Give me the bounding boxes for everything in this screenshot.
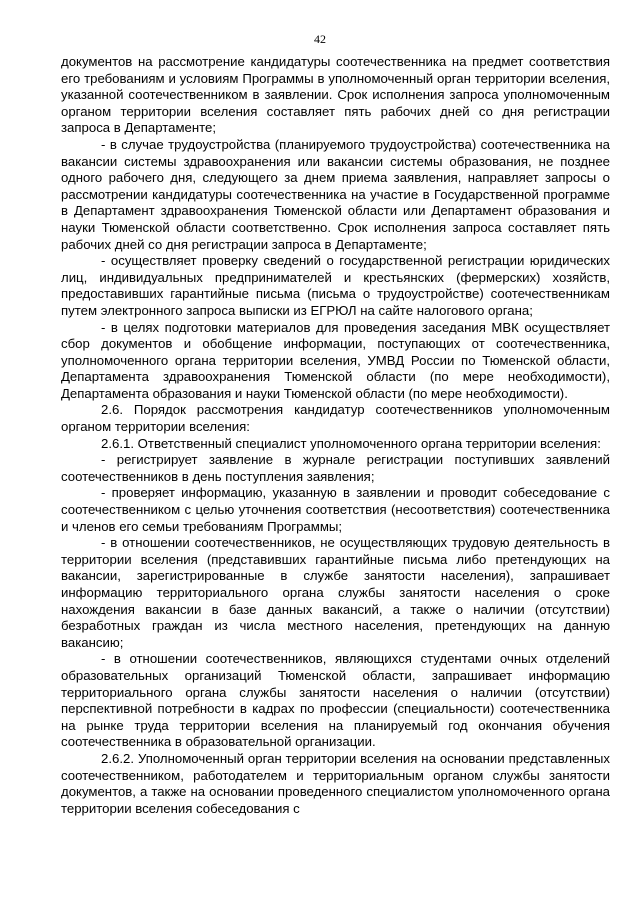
paragraph: - регистрирует заявление в журнале регистрации поступивших заявлений соотечественников в день поступления заявления; bbox=[61, 452, 610, 484]
paragraph: - в случае трудоустройства (планируемого трудоустройства) соотечественника на вакансии системы здравоохранения или вакансии системы образования, не позднее одного рабочего дня, следующего за днем приема заявления, направляет запросы о рассмотрении кандидатуры соотечественника на участие в Государственной программе в Департамент здравоохранения Тюменской области или Департамент образования и науки Тюменской области соответственно. Срок исполнения запроса составляет пять рабочих дней со дня регистрации запроса в Департаменте; bbox=[61, 136, 610, 252]
document-body bbox=[61, 54, 610, 817]
section-heading: 2.6. Порядок рассмотрения кандидатур соотечественников уполномоченным органом территории вселения: bbox=[61, 402, 610, 435]
paragraph: - в отношении соотечественников, являющихся студентами очных отделений образовательных организаций Тюменской области, запрашивает информацию территориального органа службы занятости населения о наличии (отсутствии) перспективной потребности в кадрах по профессии (специальности) соотечественника на рынке труда территории вселения на планируемый год окончания обучения соотечественника в образовательной организации. bbox=[61, 651, 610, 750]
page-number: 42 bbox=[314, 32, 326, 46]
paragraph: - в отношении соотечественников, не осуществляющих трудовую деятельность в территории вселения (представивших гарантийные письма либо претендующих на вакансии, зарегистрированные в службе занятости населения), запрашивает информацию территориального органа службы занятости населения о сроке нахождения вакансии в базе данных вакансий, а также о наличии (отсутствии) безработных граждан из числа местного населения, претендующих на данную вакансию; bbox=[61, 535, 610, 650]
paragraph: - в целях подготовки материалов для проведения заседания МВК осуществляет сбор документов и обобщение информации, поступающих от соотечественника, уполномоченного органа территории вселения, УМВД России по Тюменской области, Департамента здравоохранения Тюменской области (по мере необходимости), Департамента образования и науки Тюменской области (по мере необходимости). bbox=[61, 319, 610, 401]
subsection-heading: 2.6.1. Ответственный специалист уполномоченного органа территории вселения: bbox=[101, 435, 601, 451]
paragraph: 2.6.2. Уполномоченный орган территории вселения на основании представленных соотечественником, работодателем и территориальным органом службы занятости документов, а также на основании проведенного специалистом уполномоченного органа территории вселения собеседования с bbox=[61, 750, 610, 816]
paragraph: - осуществляет проверку сведений о государственной регистрации юридических лиц, индивидуальных предпринимателей и крестьянских (фермерских) хозяйств, предоставивших гарантийные письма (письма о трудоустройстве) соотечественникам путем электронного запроса выписки из ЕГРЮЛ на сайте налогового органа; bbox=[61, 253, 610, 318]
paragraph: - проверяет информацию, указанную в заявлении и проводит собеседование с соотечественником с целью уточнения соответствия (несоответствия) соотечественника и членов его семьи требованиям Программы; bbox=[61, 485, 610, 534]
paragraph: документов на рассмотрение кандидатуры соотечественника на предмет соответствия его требованиям и условиям Программы в уполномоченный орган территории вселения, указанной соотечественником в заявлении. Срок исполнения запроса уполномоченным органом территории вселения составляет пять рабочих дней со дня регистрации запроса в Департаменте; bbox=[61, 54, 610, 136]
